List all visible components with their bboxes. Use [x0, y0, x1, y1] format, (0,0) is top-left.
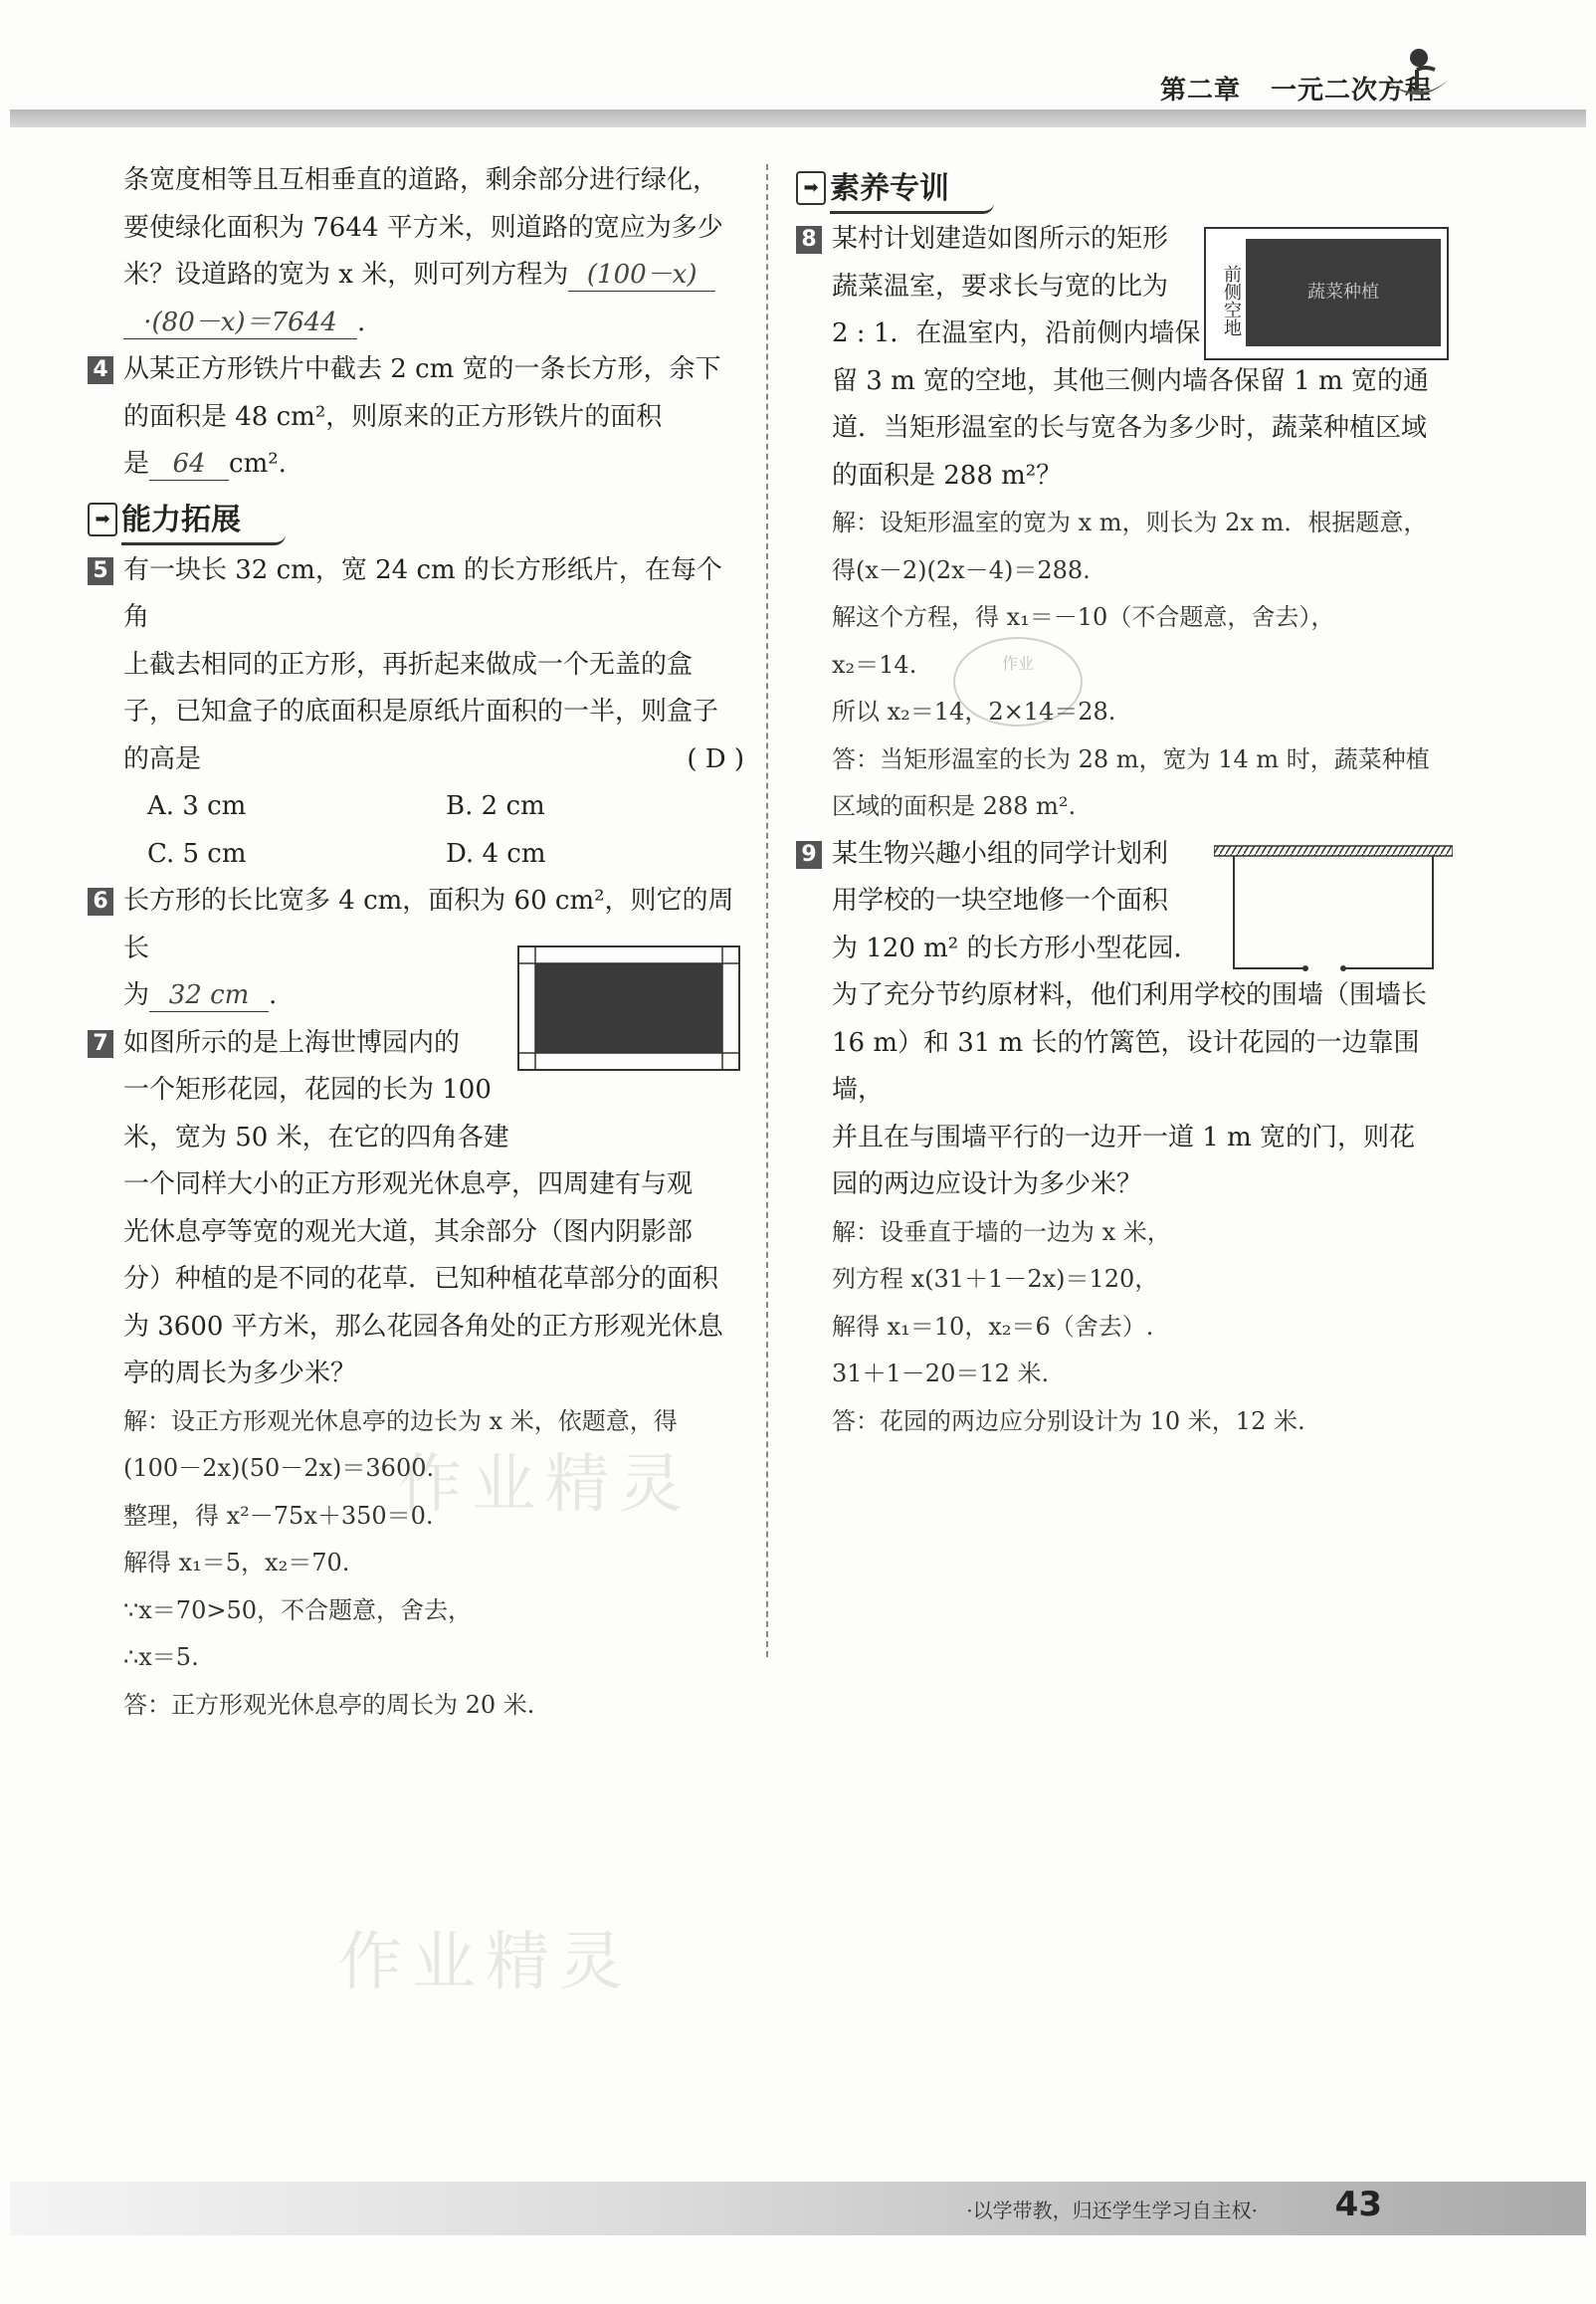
question-8: 8 某村计划建造如图所示的矩形 蔬菜温室，要求长与宽的比为 2 : 1．在温室内，沿前侧内墙保 留 3 m 宽的空地，其他三侧内墙各保留 1 m 宽的通 道．当矩形温室的长与宽各为多少时，蔬菜种植区域 的面积是 288 m²？: [796, 216, 1451, 500]
question-6: 6 长方形的长比宽多 4 cm，面积为 60 cm²，则它的周长 为 32 cm .: [88, 878, 744, 1020]
question-number: 9: [796, 841, 822, 869]
question-number: 4: [88, 356, 113, 384]
wall-garden-figure: [1214, 844, 1453, 973]
option-a: A. 3 cm: [147, 791, 247, 821]
planting-area: 蔬菜种植: [1246, 239, 1441, 346]
left-column: [88, 157, 744, 1729]
question-4: 4 从某正方形铁片中截去 2 cm 宽的一条长方形，余下 的面积是 48 cm²，则原来的正方形铁片的面积 是 64 cm².: [88, 346, 744, 489]
section-heading: [88, 495, 744, 541]
header-band: [10, 109, 1586, 127]
arrow-icon: ➡: [796, 171, 826, 205]
answer-blank: (100－x): [568, 259, 715, 292]
question-9: 9 某生物兴趣小组的同学计划利 用学校的一块空地修一个面积 为 120 m² 的长方形小型花园． 为了充分节约原材料，他们利用学校的围墙（围墙长 16 m）和 31 m 长的竹篱笆，设计花园的一边靠围墙， 并且在与围墙平行的一边开一道 1 m 宽的门，则花 园的两边应设计为多少米？: [796, 831, 1451, 1209]
options-row: [88, 831, 744, 879]
front-strip-label: 前侧空地: [1221, 265, 1242, 336]
chapter-title: 一元二次方程: [1270, 76, 1432, 105]
arrow-icon: ➡: [88, 503, 117, 536]
option-b: B. 2 cm: [446, 791, 545, 821]
answer-choice: ( D ): [687, 743, 744, 774]
question-number: 5: [88, 557, 113, 585]
option-d: D. 4 cm: [446, 838, 546, 869]
stamp: 作业: [953, 637, 1083, 727]
page-number: 43: [1334, 2185, 1382, 2224]
options-row: [88, 783, 744, 831]
watermark: 作业精灵: [338, 1926, 633, 1999]
question-number: 8: [796, 226, 822, 254]
question-3-cont: 条宽度相等且互相垂直的道路，剩余部分进行绿化， 要使绿化面积为 7644 平方米，则道路的宽应为多少 米？设道路的宽为 x 米，则可列方程为 (100－x) ·(80－x)＝7644 .: [123, 165, 723, 337]
question-number: 7: [88, 1030, 113, 1058]
solution-7: 解：设正方形观光休息亭的边长为 x 米，依题意，得 (100－2x)(50－2x)＝3600. 整理，得 x²－75x＋350＝0. 解得 x₁＝5，x₂＝70. ∵x＝70>50，不合题意，舍去， ∴x＝5. 答：正方形观光休息亭的周长为 20 米.: [123, 1406, 678, 1719]
section-heading: [796, 163, 1451, 210]
garden-figure: [517, 945, 740, 1071]
answer-blank: ·(80－x)＝7644: [123, 307, 357, 339]
footer-slogan: ·以学带教，归还学生学习自主权·: [966, 2199, 1258, 2222]
answer-blank: 64: [149, 448, 229, 481]
question-7: 7 如图所示的是上海世博园内的 一个矩形花园，花园的长为 100 米，宽为 50 米，在它的四角各建 一个同样大小的正方形观光休息亭，四周建有与观 光休息亭等宽的观光大道，其余部分（图内阴影部 分）种植的是不同的花草．已知种植花草部分的面积 为 3600 平方米，那么花园各角处的正方形观光休息 亭的周长为多少米？: [88, 1020, 744, 1398]
section-title: 素养专训: [830, 171, 949, 206]
column-divider: [766, 164, 768, 1657]
option-c: C. 5 cm: [147, 838, 247, 869]
answer-blank: 32 cm: [149, 979, 269, 1012]
solution-8: 解：设矩形温室的宽为 x m，则长为 2x m．根据题意， 得(x－2)(2x－4)＝288. 解这个方程，得 x₁＝－10（不合题意，舍去）， x₂＝14. 所以 x₂＝14，2×14＝28. 答：当矩形温室的长为 28 m，宽为 14 m 时，蔬菜种植 区域的面积是 288 m².: [832, 509, 1430, 820]
question-5: 5 有一块长 32 cm，宽 24 cm 的长方形纸片，在每个角 上截去相同的正方形，再折起来做成一个无盖的盒 子，已知盒子的底面积是原纸片面积的一半，则盒子 的高是 ( D ): [88, 547, 744, 784]
solution-9: 解：设垂直于墙的一边为 x 米， 列方程 x(31＋1－2x)＝120， 解得 x₁＝10，x₂＝6（舍去）. 31＋1－20＝12 米. 答：花园的两边应分别设计为 10 米，12 米.: [832, 1217, 1305, 1435]
reader-logo-icon: [1377, 40, 1457, 119]
greenhouse-figure: [1204, 227, 1449, 360]
section-title: 能力拓展: [121, 502, 241, 537]
chapter-label: 第二章: [1159, 76, 1241, 105]
watermark: 作业精灵: [398, 1448, 693, 1522]
question-number: 6: [88, 888, 113, 916]
